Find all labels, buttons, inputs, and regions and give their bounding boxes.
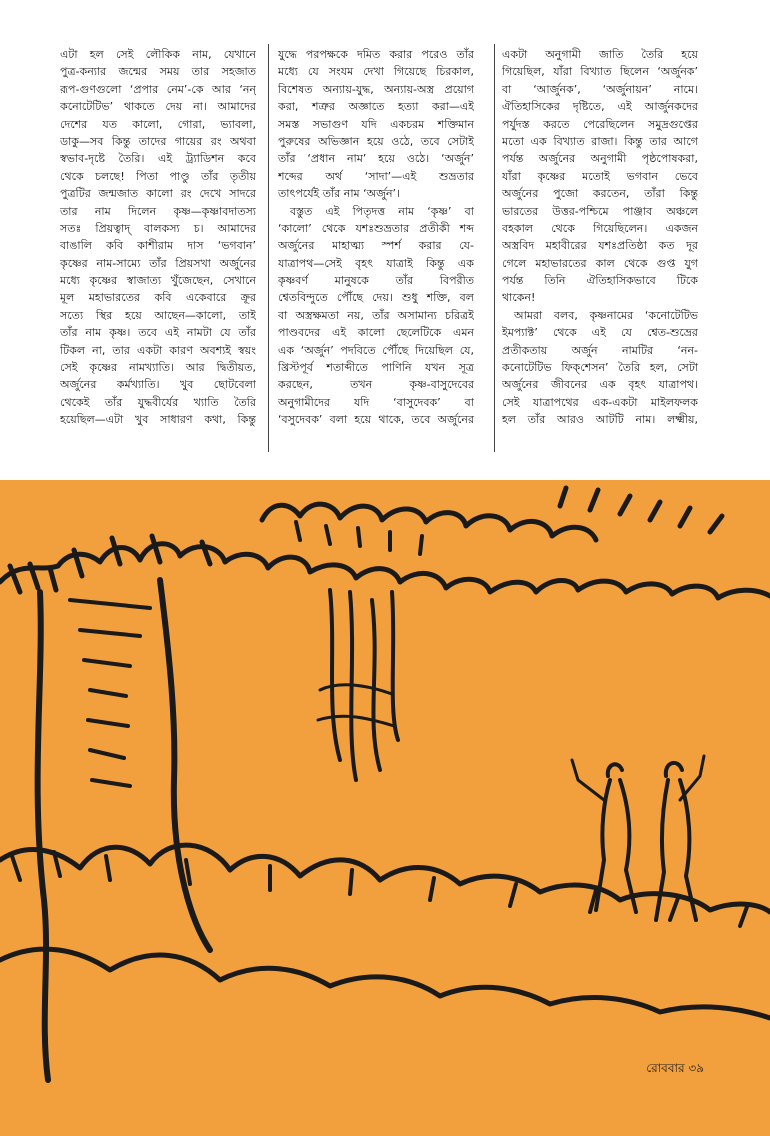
text-line: প্রতীকতায় অর্জুন নামটির ‘নন-: [502, 343, 698, 357]
text-line: ভারতের উত্তর-পশ্চিমে পাঞ্জাব অঞ্চলে: [502, 204, 698, 218]
text-line: ‘কালো’ থেকে যশঃশুভ্রতার প্রতীকী শব্দ: [278, 221, 474, 235]
text-line: করছেন, তখন কৃষ্ণ-বাসুদেবের: [278, 378, 474, 392]
text-line: তাঁর ‘প্রধান নাম’ হয়ে ওঠে। ‘অর্জুন’: [278, 152, 474, 166]
text-line: কনোটেটিভ ফিক্‌শেসন’ তৈরি হল, সেটা: [502, 361, 698, 375]
text-line: থেকে চলছে! পিতা পাণ্ডু তাঁর তৃতীয়: [60, 169, 256, 183]
text-line: মূল মহাভারতের কবি একেবারে ক্রূর: [60, 291, 256, 305]
text-line: সেই কৃষ্ণের নামখ্যাতি। আর দ্বিতীয়ত,: [60, 361, 256, 375]
text-line: করা, শত্রুর অজ্ঞাতে হত্যা করা—এই: [278, 100, 474, 114]
text-line: মতো এক বিখ্যাত রাজা। কিন্তু তার আগে: [502, 134, 698, 148]
column-divider: [494, 44, 495, 452]
text-line: স্বভাব-দৃষ্টে তৈরি। এই ট্র্যাডিশন কবে: [60, 152, 256, 166]
text-line: ‘বসুদেবক’ বলা হয়ে থাকে, তবে অর্জুনের: [278, 413, 474, 427]
text-line: মধ্যে কৃষ্ণের স্বাজাত্য খুঁজেছেন, সেখানে: [60, 274, 256, 288]
text-line: ঐতিহাসিকের দৃষ্টিতে, এই আর্জুনকদের: [502, 100, 698, 114]
text-line: খ্রিস্টপূর্ব শতাব্দীতে পাণিনি যখন সূত্র: [278, 361, 474, 375]
text-line: সতঃ প্রিয়ত্বাদ্‌ বালকস্য চ। আমাদের: [60, 221, 256, 235]
text-line: অনুগামীদের যদি ‘বাসুদেবক’ বা: [278, 395, 474, 409]
text-line: সমস্ত সভাগুণ যদি একচরম শক্তিমান: [278, 117, 474, 131]
text-line: অর্জুনের পুজো করতেন, তাঁরা কিন্তু: [502, 187, 698, 201]
text-line: বহকাল থেকে গিয়েছিলেন। একজন: [502, 221, 698, 235]
text-line: রূপ-গুণগুলো ‘প্রপার নেম’-কে আর ‘নন্‌: [60, 82, 256, 96]
text-line: দেশের যত কালো, গোরা, ভ্যাবলা,: [60, 117, 256, 131]
text-line: মধ্যে যে সংযম দেখা গিয়েছে চিরকাল,: [278, 65, 474, 79]
column-divider: [268, 44, 269, 452]
text-line: বা ‘আর্জুনক’, ‘অর্জুনায়ন’ নামে।: [502, 82, 698, 96]
text-line: বাঙালি কবি কাশীরাম দাস ‘ভগবান’: [60, 239, 256, 253]
text-line: তার নাম দিলেন কৃষ্ণ—কৃষ্ণাবদাতস্য: [60, 204, 256, 218]
text-line: সত্যে স্থির হয়ে আছেন—কালো, তাই: [60, 308, 256, 322]
text-line: পুরুষের অভিজ্ঞান হয়ে ওঠে, তবে সেটাই: [278, 134, 474, 148]
text-line: বস্তুত এই পিতৃদত্ত নাম ‘কৃষ্ণ’ বা: [290, 204, 474, 218]
bushes: [0, 845, 770, 912]
text-line: এক ‘অর্জুন’ পদবিতে পৌঁছে দিয়েছিল যে,: [278, 343, 474, 357]
text-line: থাকেন!: [502, 291, 536, 305]
text-line: পর্যন্ত তিনি ঐতিহাসিকভাবে টিকে: [502, 274, 698, 288]
text-line: একটা অনুগামী জাতি তৈরি হয়ে: [502, 48, 698, 61]
text-line: যাঁরা কৃষ্ণের মতোই ভগবান ভেবে: [502, 169, 698, 183]
text-line: অর্জুনের জীবনের এক বৃহৎ যাত্রাপথ।: [502, 378, 698, 392]
tree-trunk: [38, 592, 48, 1080]
text-line: পর্যুদস্ত করতে পেরেছিলেন সমুদ্রগুপ্তের: [502, 117, 698, 131]
text-line: তাৎপর্যেই তাঁর নাম ‘অর্জুন’।: [278, 187, 400, 201]
text-column-1: [60, 46, 256, 456]
text-line: ইমপ্যাক্ট’ থেকে এই যে শ্বেত-শুভ্রের: [502, 326, 698, 340]
text-line: বা অস্ত্রক্ষমতা নয়, তাঁর অসামান্য চরিত্রই: [278, 308, 474, 322]
article-text: [60, 46, 698, 456]
text-line: থেকেই তাঁর যুদ্ধবীর্যের খ্যাতি তৈরি: [60, 395, 256, 409]
text-line: কৃষ্ণবর্ণ মানুষকে তাঁর বিপরীত: [278, 274, 474, 288]
text-line: টিকল না, তার একটা কারণ অবশ্যই স্বয়ং: [60, 343, 256, 357]
text-line: পুত্রটির জন্মজাত কালো রং দেখে সাদরে: [60, 187, 256, 201]
text-column-3: [502, 46, 698, 456]
text-line: গেলে মহাভারতের কাল থেকে গুপ্ত যুগ: [502, 256, 698, 270]
text-line: কনোটেটিভ’ থাকতে দেয় না। আমাদের: [60, 100, 256, 114]
ink-drawing: [0, 480, 770, 1136]
text-line: পর্যন্ত অর্জুনের অনুগামী পৃষ্ঠপোষকরা,: [502, 152, 698, 166]
text-line: হল তাঁর আরও আটটি নাম। লক্ষ্মীয়,: [502, 413, 698, 427]
text-line: কৃষ্ণের নাম-সাম্যে তাঁর প্রিয়সখা অর্জুনের: [60, 256, 256, 270]
text-column-2: [278, 46, 474, 456]
text-line: পুত্র-কন্যার জন্মের সময় তার সহজাত: [60, 65, 256, 79]
text-line: বিশেষত অন্যায়-যুদ্ধ, অন্যায়-অস্ত্র প্রয়োগ: [278, 82, 474, 96]
text-line: ডাকু—সব কিন্তু তাদের গায়ের রং অথবা: [60, 134, 256, 148]
text-line: অস্ত্রবিদ মহাবীরের যশঃপ্রতিষ্ঠা কত দূর: [502, 239, 698, 253]
text-line: শ্বেতবিন্দুতে পৌঁছে দেয়। শুধু শক্তি, বল: [278, 291, 474, 305]
forest-illustration: [0, 480, 770, 1136]
text-line: হয়েছিল—এটা খুব সাধারণ কথা, কিন্তু: [60, 413, 256, 427]
text-line: যাত্রাপথ—সেই বৃহৎ যাত্রাই কিন্তু এক: [278, 256, 474, 270]
text-line: সেই যাত্রাপথের এক-একটা মাইলফলক: [502, 395, 698, 409]
text-line: শব্দের অর্থ ‘সাদা’—এই শুভ্রতার: [278, 169, 474, 183]
text-line: আমরা বলব, কৃষ্ণনামের ‘কনোটেটিভ: [514, 308, 698, 322]
text-line: এটা হল সেই লৌকিক নাম, যেখানে: [60, 48, 256, 61]
text-line: অর্জুনের কর্মখ্যাতি। খুব ছোটবেলা: [60, 378, 256, 392]
text-line: গিয়েছিল, যাঁরা বিখ্যাত ছিলেন ‘অর্জুনক’: [502, 65, 698, 79]
page-footer: রোববার ৩৯: [646, 1061, 704, 1075]
text-line: তাঁর নাম কৃষ্ণ। তবে এই নামটা যে তাঁর: [60, 326, 256, 340]
text-line: অর্জুনের মাহাত্ম্য স্পর্শ করার যে-: [278, 239, 474, 253]
text-line: পাণ্ডবদের এই কালো ছেলেটিকে এমন: [278, 326, 474, 340]
text-line: যুদ্ধে পরপক্ষকে দমিত করার পরেও তাঁর: [278, 48, 474, 61]
